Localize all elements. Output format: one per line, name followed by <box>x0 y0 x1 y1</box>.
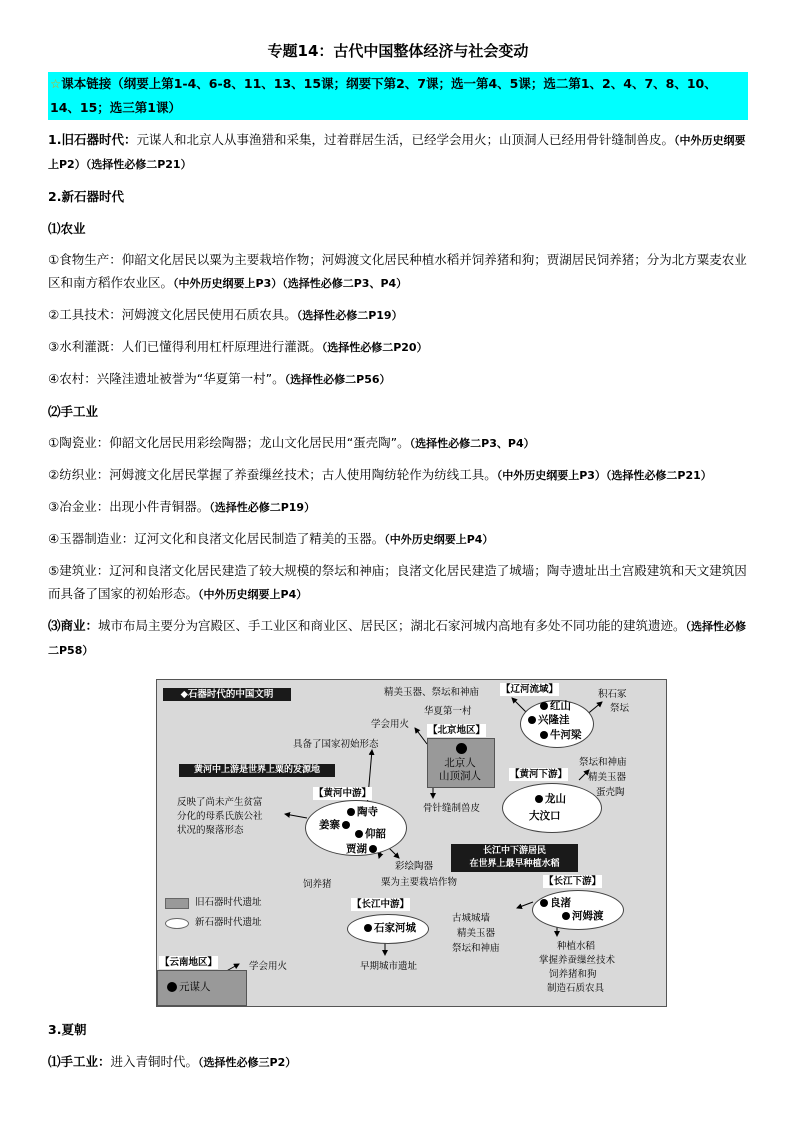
legend-old-label: 旧石器时代遗址 <box>195 897 262 908</box>
site-yangshao <box>355 828 386 841</box>
huanghe-down-ellipse <box>502 783 602 833</box>
arrow <box>517 902 533 908</box>
list-item <box>48 527 748 551</box>
site-dot <box>540 899 548 907</box>
site-label: 兴隆洼 <box>538 714 570 726</box>
millet-origin-label: 黄河中上游是世界上粟的发源地 <box>179 764 335 777</box>
huanghe-down-region-label: 【黄河下游】 <box>510 769 568 780</box>
list-item <box>48 335 748 359</box>
changjiang-mid-region-label: 【长江中游】 <box>352 899 410 910</box>
stone-age-civilization-diagram <box>156 679 667 1007</box>
subsection-agriculture-heading: ⑴农业 <box>48 221 86 236</box>
list-item <box>48 463 748 487</box>
matriarchal-note-1: 反映了尚未产生贫富 <box>177 797 263 808</box>
document-page <box>48 40 748 662</box>
reference: （中外历史纲要上P3）（选择性必修二P21） <box>496 469 712 482</box>
list-item <box>48 559 748 606</box>
textbook-link-banner <box>48 72 748 120</box>
section-text: 元谋人和北京人从事渔猎和采集，过着群居生活，已经学会用火；山顶洞人已经用骨针缝制兽皮。 <box>136 132 674 147</box>
site-dot <box>562 912 570 920</box>
site-label: 元谋人 <box>179 981 211 993</box>
site-shijiahe <box>364 922 416 935</box>
section-neolithic-heading: 2.新石器时代 <box>48 189 124 204</box>
liaohe-region-label: 【辽河流域】 <box>501 684 559 695</box>
reference: （中外历史纲要上P4） <box>198 588 308 601</box>
item-text: ②纺织业：河姆渡文化居民掌握了养蚕缫丝技术；古人使用陶纺轮作为纺线工具。 <box>48 467 497 482</box>
item-text: 进入青铜时代。 <box>110 1054 199 1069</box>
legend-new-swatch <box>165 918 189 929</box>
liaohe-village-note: 华夏第一村 <box>424 706 472 717</box>
site-label: 龙山 <box>545 793 566 805</box>
list-item <box>48 303 748 327</box>
section-xia-heading: 3.夏朝 <box>48 1022 87 1037</box>
site-niuheliang <box>540 729 582 742</box>
site-dot <box>355 830 363 838</box>
list-item <box>48 495 748 519</box>
legend-old-swatch <box>165 898 189 909</box>
item-text: ①食物生产：仰韶文化居民以粟为主要栽培作物；河姆渡文化居民种植水稻并饲养猪和狗；贾湖居民饲养猪；分为北方粟麦农业区和南方稻作农业区。 <box>48 252 747 290</box>
reference: （中外历史纲要上P3）（选择性必修二P3、P4） <box>173 277 408 290</box>
site-liangzhu <box>540 897 571 910</box>
millet-crop-note: 粟为主要栽培作物 <box>381 877 458 888</box>
item-text: ①陶瓷业：仰韶文化居民用彩绘陶器；龙山文化居民用“蛋壳陶”。 <box>48 435 410 450</box>
painted-pottery-note: 彩绘陶器 <box>395 861 434 872</box>
beijing-needle-note: 骨针缝制兽皮 <box>423 803 481 814</box>
liangzhu-note-3: 祭坛和神庙 <box>452 943 500 954</box>
site-dot <box>528 716 536 724</box>
huanghe-down-note-3: 蛋壳陶 <box>596 787 625 798</box>
matriarchal-note-3: 状况的聚落形态 <box>177 825 244 836</box>
rice-origin-label <box>451 844 578 872</box>
liaohe-cairn-note: 积石冢 <box>598 689 627 700</box>
arrow <box>389 848 399 858</box>
liangzhu-note-1: 古城城墙 <box>452 913 491 924</box>
subsection-handicraft-heading: ⑵手工业 <box>48 404 99 419</box>
reference: （选择性必修二P56） <box>284 373 391 386</box>
list-item <box>48 248 748 295</box>
xia-handicraft <box>48 1050 748 1074</box>
liangzhu-note-2: 精美玉器 <box>457 928 496 939</box>
site-dot <box>540 731 548 739</box>
reference: （选择性必修二P19） <box>296 309 403 322</box>
beijing-site-dot <box>456 743 467 754</box>
item-text: 城市布局主要分为宫殿区、手工业区和商业区、居民区；湖北石家河城内高地有多处不同功能的建筑遗迹。 <box>98 618 686 633</box>
reference: （选择性必修三P2） <box>198 1056 297 1069</box>
beijing-fire-note: 学会用火 <box>371 719 410 730</box>
site-label: 大汶口 <box>529 810 561 822</box>
hemudu-note-4: 制造石质农具 <box>547 983 605 994</box>
pig-raising-note: 饲养猪 <box>303 879 332 890</box>
huanghe-mid-region-label: 【黄河中游】 <box>314 788 372 799</box>
site-xinglongwa <box>528 714 570 727</box>
rice-origin-line-2: 在世界上最早种植水稻 <box>469 859 560 869</box>
yunnan-region-label: 【云南地区】 <box>160 957 218 968</box>
site-jiahu <box>346 843 379 856</box>
reference: （选择性必修二P19） <box>209 501 316 514</box>
site-dot <box>540 702 548 710</box>
item-text: ③水利灌溉：人们已懂得利用杠杆原理进行灌溉。 <box>48 339 322 354</box>
item-text: ④农村：兴隆洼遗址被誉为“华夏第一村”。 <box>48 371 285 386</box>
liaohe-jade-note: 精美玉器、祭坛和神庙 <box>384 687 480 698</box>
legend-new-label: 新石器时代遗址 <box>195 917 262 928</box>
reference: （选择性必修二P3、P4） <box>409 437 535 450</box>
early-city-note: 早期城市遗址 <box>360 961 418 972</box>
site-dot <box>369 845 377 853</box>
huanghe-down-note-1: 祭坛和神庙 <box>579 757 627 768</box>
subsection-heading: ⑶商业： <box>48 618 99 633</box>
liaohe-altar-note: 祭坛 <box>610 703 630 714</box>
site-label: 河姆渡 <box>572 910 604 922</box>
item-text: ⑤建筑业：辽河和良渚文化居民建造了较大规模的祭坛和神庙；良渚文化居民建造了城墙；陶寺遗址出土宫殿建筑和天文建筑因而具备了国家的初始形态。 <box>48 563 747 601</box>
huanghe-down-note-2: 精美玉器 <box>588 772 627 783</box>
state-form-note: 具备了国家初始形态 <box>293 739 379 750</box>
reference: （中外历史纲要上P2）（选择性必修二P21） <box>48 134 746 171</box>
site-dot <box>167 982 177 992</box>
item-text: ④玉器制造业：辽河文化和良渚文化居民制造了精美的玉器。 <box>48 531 385 546</box>
site-dot <box>364 924 372 932</box>
subsection-heading: ⑴手工业： <box>48 1054 111 1069</box>
arrow <box>285 814 307 818</box>
yunnan-fire-note: 学会用火 <box>249 961 288 972</box>
hemudu-note-1: 种植水稻 <box>557 941 596 952</box>
site-label: 贾湖 <box>346 843 367 855</box>
site-label: 仰韶 <box>365 828 386 840</box>
site-hongshan <box>540 700 571 713</box>
hemudu-note-3: 饲养猪和狗 <box>549 969 597 980</box>
list-item <box>48 431 748 455</box>
item-text: ②工具技术：河姆渡文化居民使用石质农具。 <box>48 307 297 322</box>
site-jiangzhai <box>319 819 352 832</box>
site-label: 陶寺 <box>357 806 378 818</box>
beijing-site-label: 北京人 山顶洞人 <box>439 757 481 782</box>
site-taosi <box>347 806 378 819</box>
beijing-region-label: 【北京地区】 <box>428 725 486 736</box>
item-text: ③冶金业：出现小件青铜器。 <box>48 499 210 514</box>
banner-text: 课本链接（纲要上第1-4、6-8、11、13、15课；纲要下第2、7课；选一第4、5课；选二第1、2、4、7、8、10、14、15；选三第1课） <box>50 76 717 115</box>
reference: （中外历史纲要上P4） <box>384 533 494 546</box>
changjiang-down-region-label: 【长江下游】 <box>544 876 602 887</box>
site-hemudu <box>562 910 604 923</box>
document-continued <box>48 1018 748 1074</box>
site-longshan <box>535 793 566 806</box>
site-label: 姜寨 <box>319 819 340 831</box>
site-dot <box>535 795 543 803</box>
site-label: 牛河梁 <box>550 729 582 741</box>
rice-origin-line-1: 长江中下游居民 <box>482 846 546 856</box>
arrow <box>415 728 427 744</box>
star-icon: ☆ <box>50 76 62 91</box>
reference: （选择性必修二P58） <box>48 620 747 657</box>
list-item <box>48 367 748 391</box>
diagram-title: ◆石器时代的中国文明 <box>163 688 291 701</box>
site-dot <box>342 821 350 829</box>
section-heading: 1.旧石器时代： <box>48 132 137 147</box>
site-label: 红山 <box>550 700 571 712</box>
matriarchal-note-2: 分化的母系氏族公社 <box>177 811 263 822</box>
subsection-commerce <box>48 614 748 662</box>
site-dawenkou <box>529 810 561 823</box>
reference: （选择性必修二P20） <box>321 341 428 354</box>
hemudu-note-2: 掌握养蚕缫丝技术 <box>539 955 616 966</box>
site-dot <box>347 808 355 816</box>
page-title: 专题14：古代中国整体经济与社会变动 <box>267 42 529 60</box>
site-label: 石家河城 <box>374 922 416 934</box>
site-label: 良渚 <box>550 897 571 909</box>
section-paleolithic <box>48 128 748 176</box>
site-yuanmou <box>167 981 211 994</box>
